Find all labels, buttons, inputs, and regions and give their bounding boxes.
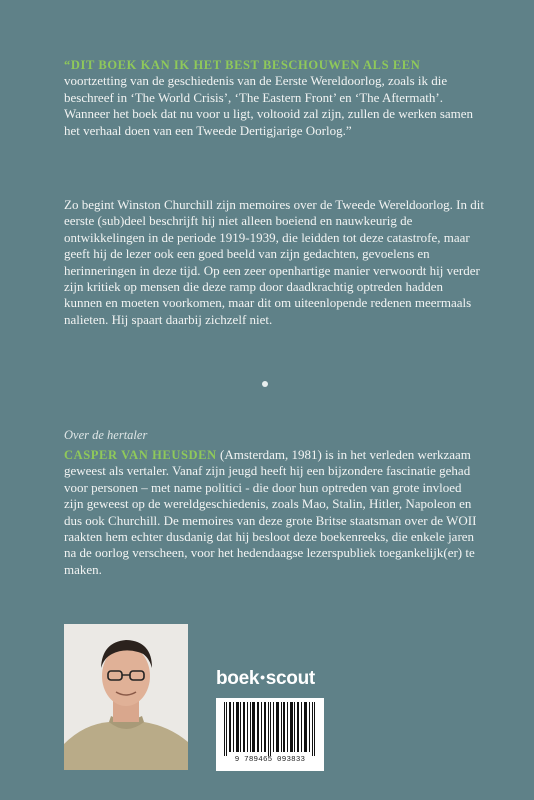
isbn-barcode bbox=[216, 698, 324, 771]
barcode-bars bbox=[224, 702, 316, 756]
separator-dot bbox=[262, 381, 268, 387]
quote-lead: “DIT BOEK KAN IK HET BEST BESCHOUWEN ALS EEN bbox=[64, 58, 421, 72]
publisher-logo-part1: boek bbox=[216, 668, 260, 689]
translator-bio: (Amsterdam, 1981) is in het verleden werkzaam geweest als vertaler. Vanaf zijn jeugd heeft hij een bijzondere fascinatie gehad voor personen – met name politici - die door hun optreden van grote invloed zijn geweest op de wereldgeschiedenis, zoals Mao, Stalin, Hitler, Napoleon en dus ook Churchill. De memoires van deze grote Britse staatsman over de WOII raakten hem echter dusdanig dat hij besloot deze boekenreeks, die enkele jaren na de oorlog verscheen, voor het hedendaagse lezerspubliek toegankelijk(er) te maken. bbox=[64, 447, 477, 577]
translator-photo bbox=[64, 624, 188, 770]
translator-name: CASPER VAN HEUSDEN bbox=[64, 448, 217, 462]
about-translator-paragraph bbox=[64, 447, 484, 578]
opening-quote bbox=[64, 57, 484, 139]
publisher-logo-part2: scout bbox=[265, 668, 315, 689]
quote-body: voortzetting van de geschiedenis van de Eerste Wereldoorlog, zoals ik die beschreef in ‘The World Crisis’, ‘The Eastern Front’ en ‘The Aftermath’. Wanneer het boek dat nu voor u ligt, voltooid zal zijn, zullen de werken samen het verhaal doen van een Tweede Dertigjarige Oorlog.” bbox=[64, 73, 474, 138]
publisher-logo-separator: • bbox=[260, 669, 265, 685]
about-translator-heading: Over de hertaler bbox=[64, 428, 148, 442]
barcode-digits: 9 789465 093833 bbox=[234, 756, 306, 764]
blurb-paragraph: Zo begint Winston Churchill zijn memoires over de Tweede Wereldoorlog. In dit eerste (sub)deel beschrijft hij niet alleen boeiend en nauwkeurig de ontwikkelingen in de periode 1919-1939, die leidden tot deze catastrofe, maar geeft hij de lezer ook een goed beeld van zijn gedachten, gevoelens en herinneringen in deze tijd. Op een zeer openhartige manier verwoordt hij verder zijn kritiek op mensen die deze ramp door daadkrachtig optreden hadden kunnen en moeten voorkomen, maar dit om uiteenlopende redenen meermaals nalieten. Hij spaart daarbij zichzelf niet. bbox=[64, 197, 484, 327]
publisher-logo bbox=[216, 668, 315, 690]
